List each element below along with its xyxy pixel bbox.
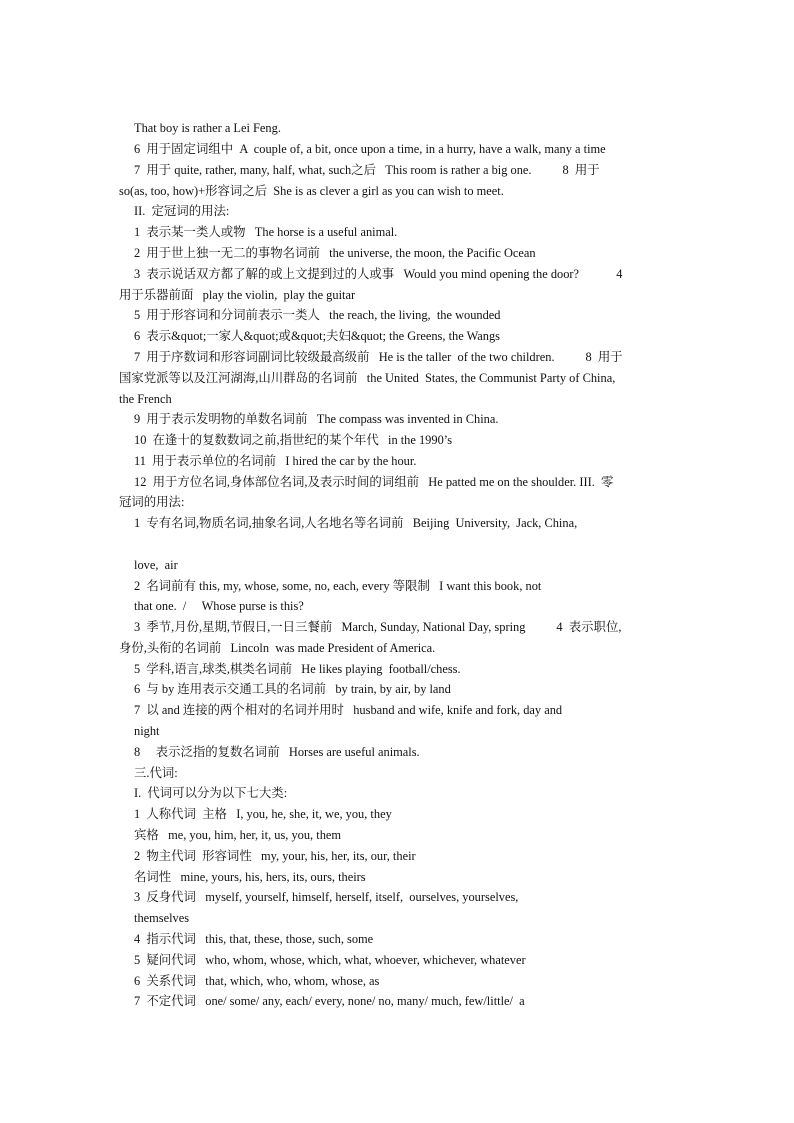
text-line: 冠词的用法: [119, 495, 185, 509]
text-line: 国家党派等以及江河湖海,山川群岛的名词前 the United States, the Communist Party of China, [119, 371, 616, 385]
text-line: 6 表示&quot;一家人&quot;或&quot;夫妇&quot; the Greens, the Wangs [134, 329, 500, 343]
text-line: 6 关系代词 that, which, who, whom, whose, as [134, 974, 380, 988]
text-line: so(as, too, how)+形容词之后 She is as clever a girl as you can wish to meet. [119, 184, 504, 198]
text-line: 12 用于方位名词,身体部位名词,及表示时间的词组前 He patted me on the shoulder. III. 零 [134, 475, 614, 489]
text-line: 2 名词前有 this, my, whose, some, no, each, every 等限制 I want this book, not [134, 579, 542, 593]
text-line: 7 不定代词 one/ some/ any, each/ every, none/ no, many/ much, few/little/ a [134, 994, 525, 1008]
section-heading: 三.代词: [134, 766, 178, 780]
text-line: 5 用于形容词和分词前表示一类人 the reach, the living, the wounded [134, 308, 501, 322]
text-line: 用于乐器前面 play the violin, play the guitar [119, 288, 356, 302]
text-line: 名词性 mine, yours, his, hers, its, ours, theirs [134, 870, 366, 884]
text-line: 10 在逢十的复数数词之前,指世纪的某个年代 in the 1990’s [134, 433, 453, 447]
text-line: 7 用于序数词和形容词副词比较级最高级前 He is the taller of the two children. 8 用于 [134, 350, 623, 364]
text-line: I. 代词可以分为以下七大类: [134, 786, 288, 800]
text-line: 2 用于世上独一无二的事物名词前 the universe, the moon, the Pacific Ocean [134, 246, 536, 260]
text-line: that one. / Whose purse is this? [134, 599, 304, 613]
text-line: 6 用于固定词组中 A couple of, a bit, once upon a time, in a hurry, have a walk, many a time [134, 142, 606, 156]
text-line: themselves [134, 911, 190, 925]
text-line: 11 用于表示单位的名词前 I hired the car by the hour. [134, 454, 417, 468]
text-line: 7 用于 quite, rather, many, half, what, such之后 This room is rather a big one. 8 用于 [134, 163, 600, 177]
text-line: love, air [134, 558, 178, 572]
text-line: 身份,头衔的名词前 Lincoln was made President of America. [119, 641, 436, 655]
section-heading: II. 定冠词的用法: [134, 204, 230, 218]
text-line: 3 反身代词 myself, yourself, himself, herself, itself, ourselves, yourselves, [134, 890, 519, 904]
text-line: 4 指示代词 this, that, these, those, such, some [134, 932, 374, 946]
text-line: 1 表示某一类人或物 The horse is a useful animal. [134, 225, 398, 239]
text-line: 3 表示说话双方都了解的或上文提到过的人或事 Would you mind opening the door? 4 [134, 267, 623, 281]
text-line: 7 以 and 连接的两个相对的名词并用时 husband and wife, knife and fork, day and [134, 703, 563, 717]
text-line: 1 人称代词 主格 I, you, he, she, it, we, you, they [134, 807, 392, 821]
text-line: That boy is rather a Lei Feng. [134, 121, 281, 135]
text-line: 9 用于表示发明物的单数名词前 The compass was invented in China. [134, 412, 499, 426]
text-line: the French [119, 392, 172, 406]
text-line: 8 表示泛指的复数名词前 Horses are useful animals. [134, 745, 420, 759]
text-line: night [134, 724, 160, 738]
text-line: 宾格 me, you, him, her, it, us, you, them [134, 828, 342, 842]
text-line: 2 物主代词 形容词性 my, your, his, her, its, our, their [134, 849, 416, 863]
text-line: 5 疑问代词 who, whom, whose, which, what, whoever, whichever, whatever [134, 953, 526, 967]
text-line: 3 季节,月份,星期,节假日,一日三餐前 March, Sunday, National Day, spring 4 表示职位, [134, 620, 622, 634]
text-line: 1 专有名词,物质名词,抽象名词,人名地名等名词前 Beijing University, Jack, China, [134, 516, 578, 530]
text-line: 5 学科,语言,球类,棋类名词前 He likes playing football/chess. [134, 662, 461, 676]
text-line: 6 与 by 连用表示交通工具的名词前 by train, by air, by land [134, 682, 451, 696]
